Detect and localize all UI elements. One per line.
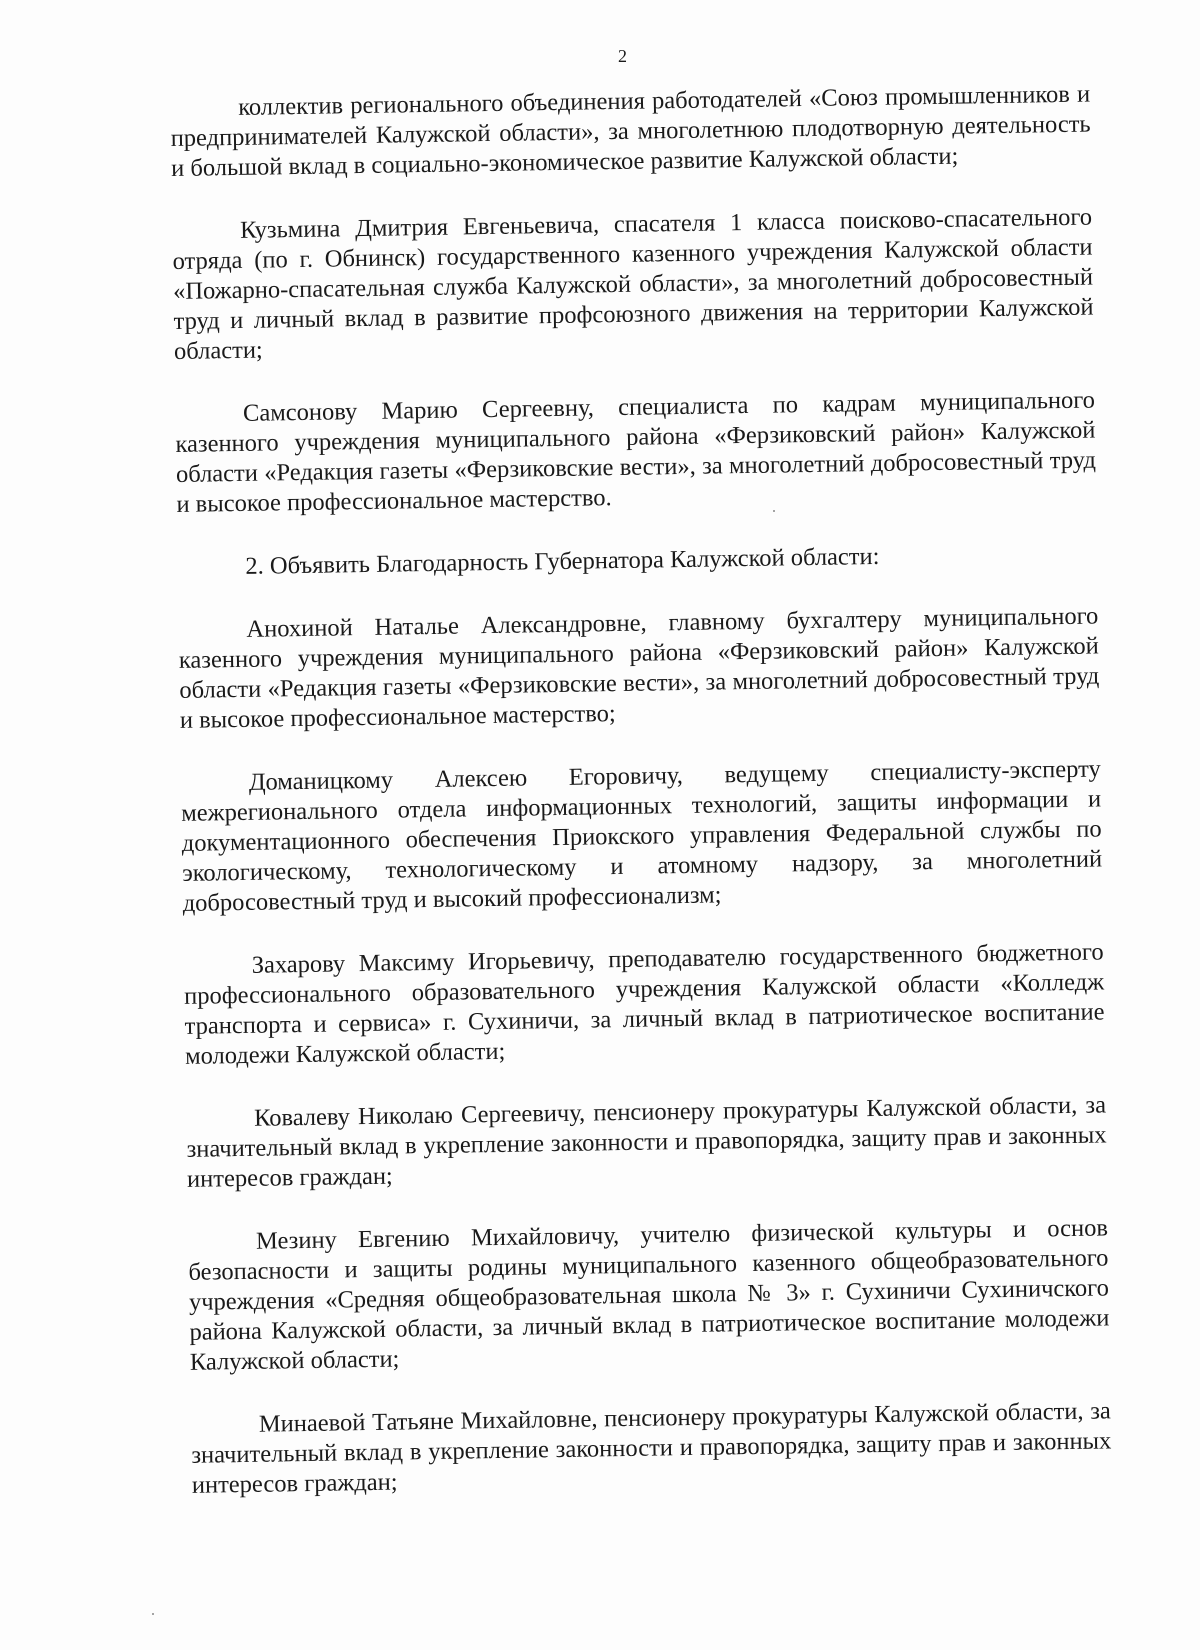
paragraph-mezin: Мезину Евгению Михайловичу, учителю физической культуры и основ безопасности и защиты родины муниципального казенного общеобразовательного учреждения «Средняя общеобразовательная школа № 3» г. Сухиничи Сухиничского района Калужской области, за личный вклад в патриотическое воспитание молодежи Калужской области; [188,1214,1110,1376]
paragraph-minaeva: Минаевой Татьяне Михайловне, пенсионеру прокуратуры Калужской области, за значительный вклад в укрепление законности и правопорядка, защиту прав и законных интересов граждан; [191,1397,1112,1499]
paragraph-domanitsky: Доманицкому Алексею Егоровичу, ведущему специалисту-эксперту межрегионального отдела информационных технологий, защиты информации и документационного обеспечения Приокского управления Федеральной службы по экологическому, технологическому и атомному надзору, за многолетний добросовестный труд и высокий профессионализм; [181,755,1103,917]
paragraph-anokhina: Анохиной Наталье Александровне, главному бухгалтеру муниципального казенного учреждения муниципального района «Ферзиковский район» Калужской области «Редакция газеты «Ферзиковские вести», за многолетний добросовестный труд и высокое профессиональное мастерство; [178,602,1100,734]
paragraph-samsonova: Самсонову Марию Сергеевну, специалиста по кадрам муниципального казенного учреждения муниципального района «Ферзиковский район» Калужской области «Редакция газеты «Ферзиковские вести», за многолетний добросовестный труд и высокое профессиональное мастерство. [175,386,1097,518]
paragraph-kuzmin: Кузьмина Дмитрия Евгеньевича, спасателя 1 класса поисково-спасательного отряда (по г. Обнинск) государственного казенного учреждения Калужской области «Пожарно-спасательная служба Калужской области», за многолетний добросовестный труд и личный вклад в развитие профсоюзного движения на территории Калужской области; [172,203,1094,365]
document-body [170,80,1113,1534]
page-number: 2 [618,46,627,66]
section-heading-gratitude: 2. Объявить Благодарность Губернатора Калужской области: [245,542,880,580]
scan-speck [773,510,775,512]
paragraph-union-collective: коллектив регионального объединения работодателей «Союз промышленников и предпринимателей Калужской области», за многолетнюю плодотворную деятельность и большой вклад в социально-экономическое развитие Калужской области; [170,80,1091,182]
paragraph-zakharov: Захарову Максиму Игорьевичу, преподавателю государственного бюджетного профессионального образовательного учреждения Калужской области «Колледж транспорта и сервиса» г. Сухиничи, за личный вклад в патриотическое воспитание молодежи Калужской области; [183,938,1105,1070]
scan-speck [152,1613,154,1615]
paragraph-kovalev: Ковалеву Николаю Сергеевичу, пенсионеру прокуратуры Калужской области, за значительный вклад в укрепление законности и правопорядка, защиту прав и законных интересов граждан; [186,1091,1107,1193]
